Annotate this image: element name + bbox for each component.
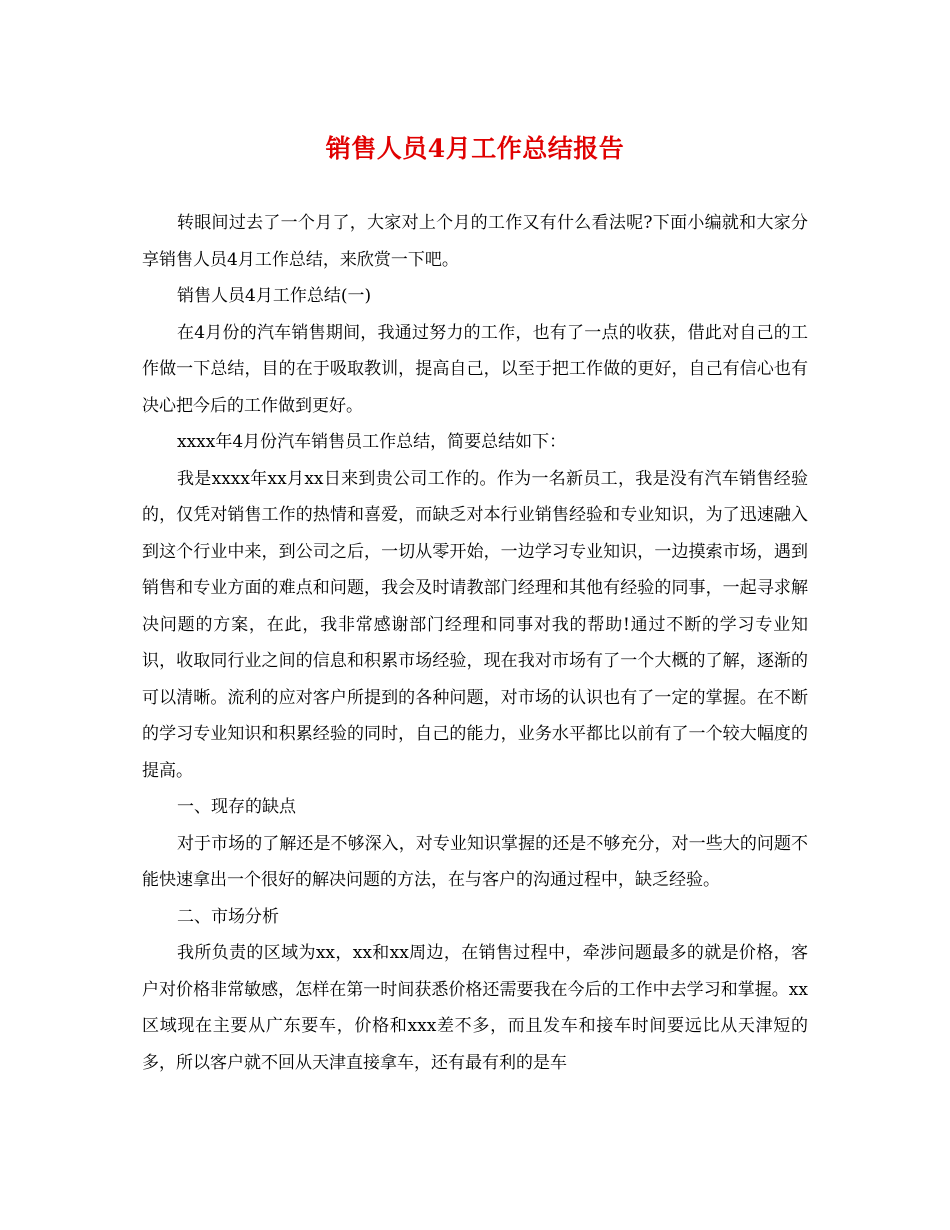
paragraph-summary-lead: xxxx年4月份汽车销售员工作总结，简要总结如下：	[177, 432, 567, 452]
paragraph-intro: 转眼间过去了一个月了，大家对上个月的工作又有什么看法呢?下面小编就和大家分享销售人员4月工作总结，来欣赏一下吧。	[142, 213, 808, 270]
section-heading-summary-one: 销售人员4月工作总结(一)	[177, 286, 372, 306]
paragraph-april-sales: 在4月份的汽车销售期间，我通过努力的工作，也有了一点的收获，借此对自己的工作做一下总结，目的在于吸取教训，提高自己，以至于把工作做的更好，自己有信心也有决心把今后的工作做到更好。	[142, 322, 808, 416]
paragraph-market-analysis: 我所负责的区域为xx，xx和xx周边，在销售过程中，牵涉问题最多的就是价格，客户对价格非常敏感，怎样在第一时间获悉价格还需要我在今后的工作中去学习和掌握。xx区域现在主要从广东要车，价格和xxx差不多，而且发车和接车时间要远比从天津短的多，所以客户就不回从天津直接拿车，还有最有利的是车	[142, 943, 808, 1073]
paragraph-shortcomings: 对于市场的了解还是不够深入，对专业知识掌握的还是不够充分，对一些大的问题不能快速拿出一个很好的解决问题的方法，在与客户的沟通过程中，缺乏经验。	[142, 833, 808, 890]
document-body	[142, 205, 808, 1081]
section-heading-market-analysis: 二、市场分析	[177, 906, 279, 927]
section-heading-shortcomings: 一、现存的缺点	[177, 797, 296, 817]
document-title: 销售人员4月工作总结报告	[325, 134, 625, 163]
paragraph-background: 我是xxxx年xx月xx日来到贵公司工作的。作为一名新员工，我是没有汽车销售经验的，仅凭对销售工作的热情和喜爱，而缺乏对本行业销售经验和专业知识，为了迅速融入到这个行业中来，到公司之后，一切从零开始，一边学习专业知识，一边摸索市场，遇到销售和专业方面的难点和问题，我会及时请教部门经理和其他有经验的同事，一起寻求解决问题的方案，在此，我非常感谢部门经理和同事对我的帮助!通过不断的学习专业知识，收取同行业之间的信息和积累市场经验，现在我对市场有了一个大概的了解，逐渐的可以清晰。流利的应对客户所提到的各种问题，对市场的认识也有了一定的掌握。在不断的学习专业知识和积累经验的同时，自己的能力，业务水平都比以前有了一个较大幅度的提高。	[142, 468, 808, 781]
